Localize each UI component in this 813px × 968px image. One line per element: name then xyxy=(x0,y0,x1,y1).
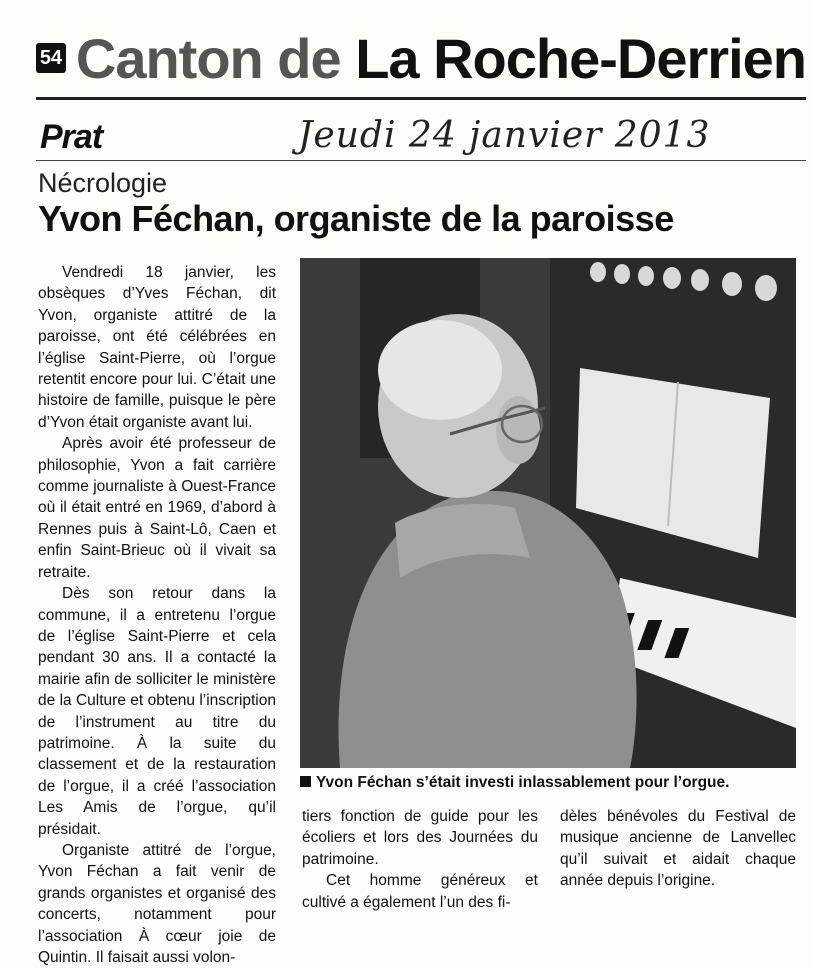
handwritten-date: Jeudi 24 janvier 2013 xyxy=(298,115,711,156)
paragraph: Cet homme généreux et cultivé a également l’un des fi- xyxy=(302,872,538,911)
article-column-3 xyxy=(560,806,796,892)
article-column-1 xyxy=(38,262,276,968)
masthead xyxy=(36,18,806,98)
paragraph: Vendredi 18 janvier, les obsèques d’Yves Féchan, dit Yvon, organiste attitré de la paroisse, ont été célébrées en l’église Saint-Pierre, où l’orgue retentit encore pour lui. C’était une histoire de famille, puisque le père d’Yvon était organiste avant lui. xyxy=(38,264,276,431)
masthead-title-part1: Canton de xyxy=(75,26,341,90)
photo-illustration xyxy=(300,258,796,768)
masthead-title-part2: La Roche-Derrien xyxy=(355,26,806,90)
section-name: Prat xyxy=(40,118,103,156)
headline: Yvon Féchan, organiste de la paroisse xyxy=(38,198,674,239)
rubric: Nécrologie xyxy=(38,168,168,198)
masthead-title xyxy=(76,26,806,91)
page-number: 54 xyxy=(36,43,66,73)
photo-caption xyxy=(300,774,796,792)
paragraph: Après avoir été professeur de philosophie, Yvon a fait carrière comme journaliste à Ouest-France où il était entré en 1969, d’abord à Rennes puis à Saint-Lô, Caen et enfin Saint-Brieuc où il vivait sa retraite. xyxy=(38,435,276,581)
article-column-2 xyxy=(302,806,538,913)
section-rule xyxy=(36,160,806,161)
paragraph: Organiste attitré de l’orgue, Yvon Féchan a fait venir de grands organistes et organisé des concerts, notamment pour l’association À cœur joie de Quintin. Il faisait aussi volon- xyxy=(38,841,276,966)
paragraph: tiers fonction de guide pour les écoliers et lors des Journées du patrimoine. xyxy=(302,808,538,868)
paragraph: dèles bénévoles du Festival de musique ancienne de Lanvellec qu’il suivait et aidait chaque année depuis l’origine. xyxy=(560,808,796,890)
caption-square-icon xyxy=(300,776,311,787)
photo-organist xyxy=(300,258,796,768)
paragraph: Dès son retour dans la commune, il a entretenu l’orgue de l’église Saint-Pierre et cela pendant 30 ans. Il a contacté la mairie afin de solliciter le ministère de la Culture et obtenu l’inscription de l’instrument au titre du patrimoine. À la suite du classement et de la restauration de l’orgue, il a créé l’association Les Amis de l’orgue, qu’il présidait. xyxy=(38,585,276,838)
caption-text: Yvon Féchan s’était investi inlassablement pour l’orgue. xyxy=(316,774,730,791)
masthead-rule xyxy=(36,97,806,100)
